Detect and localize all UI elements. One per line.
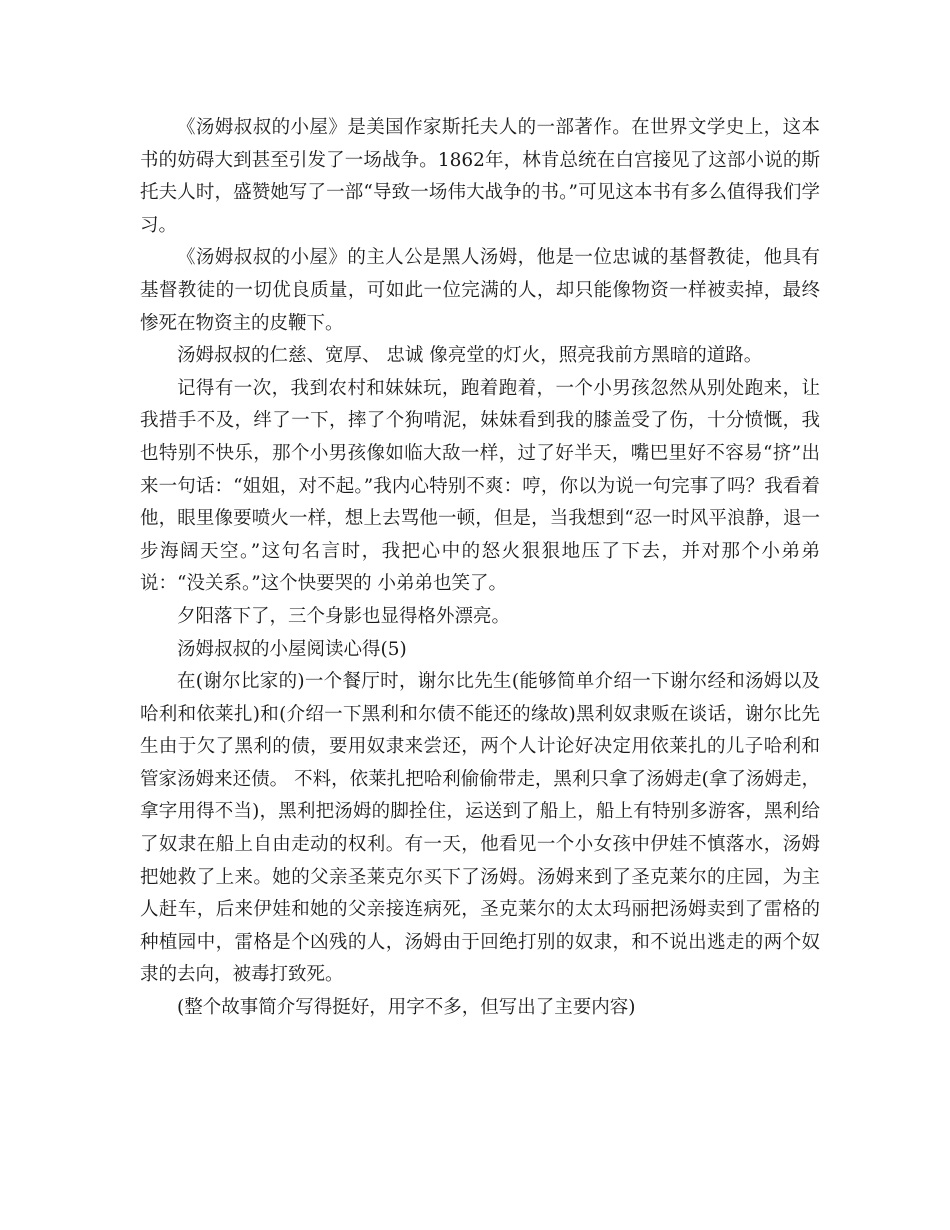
paragraph-sunset: 夕阳落下了，三个身影也显得格外漂亮。 (177, 605, 511, 627)
document-body (140, 112, 820, 1025)
paragraph-comment: (整个故事简介写得挺好，用字不多，但写出了主要内容) (177, 997, 636, 1019)
paragraph-virtues: 汤姆叔叔的仁慈、宽厚、 忠诚 像亮堂的灯火，照亮我前方黑暗的道路。 (177, 345, 763, 367)
paragraph-summary: 在(谢尔比家的)一个餐厅时，谢尔比先生(能够简单介绍一下谢尔经和汤姆以及哈利和依莱扎)和(介绍一下黑利和尔债不能还的缘故)黑利奴隶贩在谈话，谢尔比先生由于欠了黑利的债，要用奴隶来尝还，两个人计论好决定用依莱扎的儿子哈利和管家汤姆来还债。 不料，依莱扎把哈利偷偷带走，黑利只拿了汤姆走(拿了汤姆走，拿字用得不当)，黑利把汤姆的脚拴住，运送到了船上，船上有特别多游客，黑利给了奴隶在船上自由走动的权利。有一天，他看见一个小女孩中伊娃不慎落水，汤姆把她救了上来。她的父亲圣莱克尔买下了汤姆。汤姆来到了圣克莱尔的庄园，为主人赶车，后来伊娃和她的父亲接连病死，圣克莱尔的太太玛丽把汤姆卖到了雷格的种植园中，雷格是个凶残的人，汤姆由于回绝打别的奴隶，和不说出逃走的两个奴隶的去向，被毒打致死。 (140, 671, 820, 986)
paragraph-protagonist: 《汤姆叔叔的小屋》的主人公是黑人汤姆，他是一位忠诚的基督教徒，他具有基督教徒的一切优良质量，可如此一位完满的人，却只能像物资一样被卖掉，最终惨死在物资主的皮鞭下。 (140, 247, 820, 334)
paragraph-story: 记得有一次，我到农村和妹妹玩，跑着跑着，一个小男孩忽然从别处跑来，让我措手不及，绊了一下，摔了个狗啃泥，妹妹看到我的膝盖受了伤，十分愤慨，我也特别不快乐，那个小男孩像如临大敌一样，过了好半天，嘴巴里好不容易“挤”出来一句话：“姐姐，对不起。”我内心特别不爽：哼，你以为说一句完事了吗？我看着他，眼里像要喷火一样，想上去骂他一顿，但是，当我想到“忍一时风平浪静，退一步海阔天空。”这句名言时，我把心中的怒火狠狠地压了下去，并对那个小弟弟说：“没关系。”这个快要哭的 小弟弟也笑了。 (140, 377, 820, 595)
paragraph-intro: 《汤姆叔叔的小屋》是美国作家斯托夫人的一部著作。在世界文学史上，这本书的妨碍大到甚至引发了一场战争。1862年，林肯总统在白宫接见了这部小说的斯托夫人时，盛赞她写了一部“导致一场伟大战争的书。”可见这本书有多么值得我们学习。 (140, 117, 820, 236)
section-heading: 汤姆叔叔的小屋阅读心得(5) (177, 638, 407, 660)
